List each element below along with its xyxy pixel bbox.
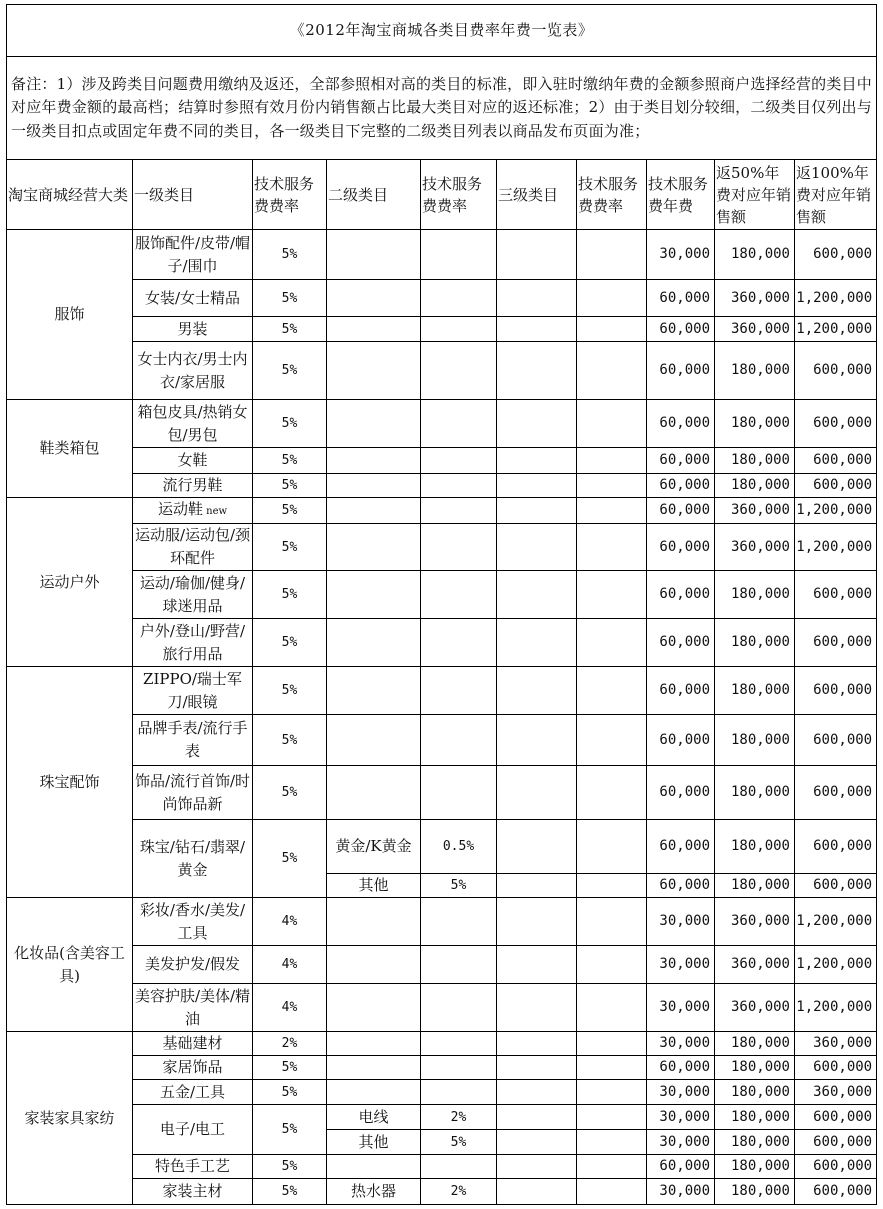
level2-cell: 热水器 — [327, 1179, 421, 1205]
sales-100-cell: 600,000 — [795, 230, 877, 280]
level3-cell — [497, 1105, 577, 1130]
level1-cell: 运动/瑜伽/健身/球迷用品 — [133, 571, 253, 619]
level2-rate-cell — [421, 1056, 497, 1080]
level3-rate-cell — [577, 1179, 647, 1205]
level3-rate-cell — [577, 820, 647, 874]
level2-cell — [327, 1032, 421, 1056]
annual-fee-cell: 30,000 — [647, 946, 715, 984]
sales-100-cell: 600,000 — [795, 1155, 877, 1179]
sales-100-cell: 600,000 — [795, 571, 877, 619]
new-tag: new — [202, 506, 228, 517]
table-row — [7, 1056, 877, 1080]
level1-cell: 女鞋 — [133, 448, 253, 474]
level1-rate-cell: 5% — [253, 667, 327, 715]
level1-cell: 流行男鞋 — [133, 474, 253, 498]
level3-cell — [497, 667, 577, 715]
level1-cell: 品牌手表/流行手表 — [133, 715, 253, 766]
fee-table — [6, 4, 877, 1205]
level1-rate-cell: 5% — [253, 1179, 327, 1205]
sales-50-cell: 180,000 — [715, 230, 795, 280]
header-level3: 三级类目 — [497, 160, 577, 230]
sales-100-cell: 600,000 — [795, 1179, 877, 1205]
level1-cell: ZIPPO/瑞士军刀/眼镜 — [133, 667, 253, 715]
level2-rate-cell — [421, 946, 497, 984]
level2-rate-cell — [421, 715, 497, 766]
level2-cell: 黄金/K黄金 — [327, 820, 421, 874]
annual-fee-cell: 30,000 — [647, 1179, 715, 1205]
annual-fee-cell: 60,000 — [647, 448, 715, 474]
level2-rate-cell — [421, 317, 497, 342]
level2-rate-cell — [421, 280, 497, 317]
annual-fee-cell: 60,000 — [647, 474, 715, 498]
table-row — [7, 524, 877, 571]
header-sales-50: 返50%年费对应年销售额 — [715, 160, 795, 230]
sales-50-cell: 360,000 — [715, 946, 795, 984]
level2-cell — [327, 448, 421, 474]
level3-cell — [497, 1130, 577, 1155]
table-row — [7, 946, 877, 984]
level1-cell: 电子/电工 — [133, 1105, 253, 1155]
level1-rate-cell: 2% — [253, 1032, 327, 1056]
sales-50-cell: 180,000 — [715, 820, 795, 874]
level2-cell — [327, 898, 421, 946]
level3-rate-cell — [577, 874, 647, 898]
level3-cell — [497, 474, 577, 498]
level1-rate-cell: 5% — [253, 766, 327, 820]
level2-cell — [327, 715, 421, 766]
sales-100-cell: 600,000 — [795, 1105, 877, 1130]
sales-100-cell: 600,000 — [795, 448, 877, 474]
level1-rate-cell: 4% — [253, 946, 327, 984]
sales-100-cell: 600,000 — [795, 619, 877, 667]
annual-fee-cell: 30,000 — [647, 1080, 715, 1105]
category-cell: 运动户外 — [7, 498, 133, 667]
level1-rate-cell: 5% — [253, 571, 327, 619]
level1-rate-cell: 5% — [253, 474, 327, 498]
level2-cell — [327, 342, 421, 400]
table-title: 《2012年淘宝商城各类目费率年费一览表》 — [7, 5, 877, 57]
sales-50-cell: 180,000 — [715, 1130, 795, 1155]
header-level2: 二级类目 — [327, 160, 421, 230]
level2-rate-cell — [421, 898, 497, 946]
level2-cell: 其他 — [327, 874, 421, 898]
level3-rate-cell — [577, 667, 647, 715]
table-row — [7, 1179, 877, 1205]
level3-rate-cell — [577, 1130, 647, 1155]
level1-rate-cell: 5% — [253, 1056, 327, 1080]
category-cell: 鞋类箱包 — [7, 400, 133, 498]
annual-fee-cell: 60,000 — [647, 524, 715, 571]
level3-cell — [497, 400, 577, 448]
level2-cell — [327, 946, 421, 984]
annual-fee-cell: 30,000 — [647, 898, 715, 946]
level1-rate-cell: 5% — [253, 715, 327, 766]
level2-rate-cell — [421, 400, 497, 448]
annual-fee-cell: 60,000 — [647, 317, 715, 342]
table-row — [7, 448, 877, 474]
level3-rate-cell — [577, 984, 647, 1032]
level2-cell: 电线 — [327, 1105, 421, 1130]
level1-cell: 五金/工具 — [133, 1080, 253, 1105]
sales-100-cell: 600,000 — [795, 874, 877, 898]
sales-100-cell: 360,000 — [795, 1080, 877, 1105]
level1-cell: 户外/登山/野营/旅行用品 — [133, 619, 253, 667]
level1-cell: 饰品/流行首饰/时尚饰品新 — [133, 766, 253, 820]
level2-cell: 其他 — [327, 1130, 421, 1155]
sales-50-cell: 360,000 — [715, 317, 795, 342]
level2-rate-cell: 5% — [421, 1130, 497, 1155]
level2-cell — [327, 766, 421, 820]
level2-rate-cell — [421, 766, 497, 820]
level3-rate-cell — [577, 1080, 647, 1105]
level1-rate-cell: 5% — [253, 498, 327, 524]
category-cell: 化妆品(含美容工具) — [7, 898, 133, 1032]
annual-fee-cell: 30,000 — [647, 1130, 715, 1155]
level1-rate-cell: 4% — [253, 984, 327, 1032]
level1-rate-cell: 4% — [253, 898, 327, 946]
sales-100-cell: 1,200,000 — [795, 524, 877, 571]
level2-cell — [327, 1080, 421, 1105]
level3-rate-cell — [577, 400, 647, 448]
level2-cell — [327, 524, 421, 571]
table-row — [7, 230, 877, 280]
level2-rate-cell — [421, 524, 497, 571]
level3-cell — [497, 498, 577, 524]
level2-rate-cell — [421, 1032, 497, 1056]
level3-rate-cell — [577, 898, 647, 946]
level1-cell: 运动鞋 new — [133, 498, 253, 524]
sales-100-cell: 360,000 — [795, 1032, 877, 1056]
sales-50-cell: 180,000 — [715, 1155, 795, 1179]
sales-50-cell: 360,000 — [715, 898, 795, 946]
level3-rate-cell — [577, 498, 647, 524]
sales-100-cell: 1,200,000 — [795, 498, 877, 524]
sales-50-cell: 180,000 — [715, 1032, 795, 1056]
level1-cell: 美发护发/假发 — [133, 946, 253, 984]
level2-rate-cell — [421, 230, 497, 280]
level1-cell: 美容护肤/美体/精油 — [133, 984, 253, 1032]
sales-50-cell: 180,000 — [715, 1179, 795, 1205]
level1-rate-cell: 5% — [253, 524, 327, 571]
header-category: 淘宝商城经营大类 — [7, 160, 133, 230]
level1-cell: 女装/女士精品 — [133, 280, 253, 317]
table-row — [7, 498, 877, 524]
level2-cell — [327, 667, 421, 715]
table-row — [7, 1032, 877, 1056]
level1-cell: 彩妆/香水/美发/工具 — [133, 898, 253, 946]
level2-rate-cell — [421, 498, 497, 524]
sales-50-cell: 180,000 — [715, 874, 795, 898]
level1-rate-cell: 5% — [253, 1105, 327, 1155]
sales-50-cell: 360,000 — [715, 280, 795, 317]
table-row — [7, 1105, 877, 1130]
category-cell: 家装家具家纺 — [7, 1032, 133, 1205]
level3-rate-cell — [577, 571, 647, 619]
table-row — [7, 820, 877, 874]
level2-rate-cell — [421, 1155, 497, 1179]
level2-rate-cell — [421, 667, 497, 715]
header-level1: 一级类目 — [133, 160, 253, 230]
level1-cell: 珠宝/钻石/翡翠/黄金 — [133, 820, 253, 898]
sales-50-cell: 180,000 — [715, 474, 795, 498]
header-level3-rate: 技术服务费费率 — [577, 160, 647, 230]
level3-cell — [497, 1056, 577, 1080]
annual-fee-cell: 60,000 — [647, 667, 715, 715]
level3-cell — [497, 1155, 577, 1179]
annual-fee-cell: 60,000 — [647, 498, 715, 524]
level2-rate-cell — [421, 619, 497, 667]
table-row — [7, 898, 877, 946]
sales-100-cell: 600,000 — [795, 766, 877, 820]
level2-cell — [327, 984, 421, 1032]
annual-fee-cell: 60,000 — [647, 400, 715, 448]
annual-fee-cell: 60,000 — [647, 874, 715, 898]
sales-50-cell: 180,000 — [715, 1056, 795, 1080]
sales-100-cell: 600,000 — [795, 1130, 877, 1155]
sales-50-cell: 180,000 — [715, 1105, 795, 1130]
level2-cell — [327, 400, 421, 448]
sales-50-cell: 180,000 — [715, 400, 795, 448]
level3-cell — [497, 619, 577, 667]
table-note: 备注：1）涉及跨类目问题费用缴纳及返还，全部参照相对高的类目的标准，即入驻时缴纳年费的金额参照商户选择经营的类目中对应年费金额的最高档；结算时参照有效月份内销售额占比最大类目对应的返还标准；2）由于类目划分较细，二级类目仅列出与一级类目扣点或固定年费不同的类目，各一级类目下完整的二级类目列表以商品发布页面为准； — [7, 57, 877, 160]
level1-cell: 男装 — [133, 317, 253, 342]
level3-cell — [497, 898, 577, 946]
level2-rate-cell — [421, 342, 497, 400]
table-row — [7, 1155, 877, 1179]
level3-rate-cell — [577, 317, 647, 342]
level3-cell — [497, 946, 577, 984]
table-row — [7, 474, 877, 498]
sales-100-cell: 1,200,000 — [795, 898, 877, 946]
level1-rate-cell: 5% — [253, 1155, 327, 1179]
level2-cell — [327, 280, 421, 317]
sales-50-cell: 180,000 — [715, 342, 795, 400]
annual-fee-cell: 60,000 — [647, 280, 715, 317]
annual-fee-cell: 60,000 — [647, 619, 715, 667]
sales-100-cell: 1,200,000 — [795, 984, 877, 1032]
level2-cell — [327, 1155, 421, 1179]
level1-cell: 家居饰品 — [133, 1056, 253, 1080]
sales-50-cell: 360,000 — [715, 524, 795, 571]
level3-cell — [497, 317, 577, 342]
sales-100-cell: 600,000 — [795, 820, 877, 874]
level2-rate-cell — [421, 1080, 497, 1105]
level3-cell — [497, 571, 577, 619]
level2-cell — [327, 317, 421, 342]
sales-50-cell: 180,000 — [715, 448, 795, 474]
level1-rate-cell: 5% — [253, 342, 327, 400]
level3-rate-cell — [577, 1105, 647, 1130]
level1-rate-cell: 5% — [253, 619, 327, 667]
header-level1-rate: 技术服务费费率 — [253, 160, 327, 230]
header-annual-fee: 技术服务费年费 — [647, 160, 715, 230]
level2-rate-cell: 2% — [421, 1105, 497, 1130]
sales-50-cell: 180,000 — [715, 715, 795, 766]
table-row — [7, 667, 877, 715]
level2-cell — [327, 230, 421, 280]
level3-cell — [497, 230, 577, 280]
table-row — [7, 571, 877, 619]
sales-100-cell: 1,200,000 — [795, 280, 877, 317]
sales-100-cell: 1,200,000 — [795, 946, 877, 984]
annual-fee-cell: 60,000 — [647, 1056, 715, 1080]
level3-rate-cell — [577, 619, 647, 667]
table-row — [7, 715, 877, 766]
level3-cell — [497, 820, 577, 874]
level2-rate-cell: 0.5% — [421, 820, 497, 874]
level3-rate-cell — [577, 474, 647, 498]
level1-rate-cell: 5% — [253, 317, 327, 342]
annual-fee-cell: 30,000 — [647, 1032, 715, 1056]
level3-cell — [497, 984, 577, 1032]
level2-cell — [327, 474, 421, 498]
level1-cell: 运动服/运动包/颈环配件 — [133, 524, 253, 571]
level1-cell: 箱包皮具/热销女包/男包 — [133, 400, 253, 448]
level2-rate-cell — [421, 571, 497, 619]
sales-50-cell: 180,000 — [715, 1080, 795, 1105]
header-level2-rate: 技术服务费费率 — [421, 160, 497, 230]
level1-rate-cell: 5% — [253, 400, 327, 448]
annual-fee-cell: 60,000 — [647, 571, 715, 619]
level3-cell — [497, 448, 577, 474]
sales-100-cell: 600,000 — [795, 667, 877, 715]
annual-fee-cell: 60,000 — [647, 1155, 715, 1179]
level1-rate-cell: 5% — [253, 448, 327, 474]
level3-cell — [497, 1179, 577, 1205]
table-row — [7, 984, 877, 1032]
level1-cell: 基础建材 — [133, 1032, 253, 1056]
level3-cell — [497, 766, 577, 820]
level2-rate-cell — [421, 474, 497, 498]
annual-fee-cell: 30,000 — [647, 230, 715, 280]
level3-cell — [497, 1080, 577, 1105]
table-row — [7, 317, 877, 342]
table-body — [7, 230, 877, 1205]
level3-rate-cell — [577, 342, 647, 400]
level2-cell — [327, 619, 421, 667]
table-row — [7, 1080, 877, 1105]
category-cell: 服饰 — [7, 230, 133, 400]
annual-fee-cell: 30,000 — [647, 984, 715, 1032]
table-row — [7, 619, 877, 667]
level3-rate-cell — [577, 766, 647, 820]
sales-100-cell: 600,000 — [795, 474, 877, 498]
level3-rate-cell — [577, 1056, 647, 1080]
level3-rate-cell — [577, 1032, 647, 1056]
level3-rate-cell — [577, 230, 647, 280]
level1-rate-cell: 5% — [253, 1080, 327, 1105]
sales-100-cell: 600,000 — [795, 715, 877, 766]
level2-rate-cell — [421, 984, 497, 1032]
level2-cell — [327, 571, 421, 619]
sales-50-cell: 360,000 — [715, 498, 795, 524]
level3-cell — [497, 524, 577, 571]
level2-cell — [327, 498, 421, 524]
level1-rate-cell: 5% — [253, 280, 327, 317]
table-row — [7, 400, 877, 448]
level3-rate-cell — [577, 946, 647, 984]
annual-fee-cell: 60,000 — [647, 715, 715, 766]
level3-cell — [497, 715, 577, 766]
level3-cell — [497, 342, 577, 400]
level1-cell: 服饰配件/皮带/帽子/围巾 — [133, 230, 253, 280]
level2-rate-cell — [421, 448, 497, 474]
level3-rate-cell — [577, 524, 647, 571]
table-row — [7, 766, 877, 820]
level3-rate-cell — [577, 715, 647, 766]
sales-100-cell: 600,000 — [795, 1056, 877, 1080]
level1-rate-cell: 5% — [253, 820, 327, 898]
level1-cell: 家装主材 — [133, 1179, 253, 1205]
sales-100-cell: 600,000 — [795, 342, 877, 400]
annual-fee-cell: 30,000 — [647, 1105, 715, 1130]
annual-fee-cell: 60,000 — [647, 342, 715, 400]
sales-50-cell: 180,000 — [715, 571, 795, 619]
annual-fee-cell: 60,000 — [647, 766, 715, 820]
level2-cell — [327, 1056, 421, 1080]
annual-fee-cell: 60,000 — [647, 820, 715, 874]
level2-rate-cell: 5% — [421, 874, 497, 898]
fee-table-sheet — [6, 4, 876, 1205]
category-cell: 珠宝配饰 — [7, 667, 133, 898]
level2-rate-cell: 2% — [421, 1179, 497, 1205]
header-sales-100: 返100%年费对应年销售额 — [795, 160, 877, 230]
level3-cell — [497, 874, 577, 898]
level3-cell — [497, 280, 577, 317]
level1-rate-cell: 5% — [253, 230, 327, 280]
level3-cell — [497, 1032, 577, 1056]
table-row — [7, 280, 877, 317]
sales-50-cell: 180,000 — [715, 667, 795, 715]
level3-rate-cell — [577, 1155, 647, 1179]
sales-50-cell: 180,000 — [715, 619, 795, 667]
sales-100-cell: 600,000 — [795, 400, 877, 448]
level3-rate-cell — [577, 448, 647, 474]
table-row — [7, 342, 877, 400]
level1-cell: 特色手工艺 — [133, 1155, 253, 1179]
sales-100-cell: 1,200,000 — [795, 317, 877, 342]
level3-rate-cell — [577, 280, 647, 317]
level1-cell: 女士内衣/男士内衣/家居服 — [133, 342, 253, 400]
sales-50-cell: 180,000 — [715, 766, 795, 820]
sales-50-cell: 360,000 — [715, 984, 795, 1032]
